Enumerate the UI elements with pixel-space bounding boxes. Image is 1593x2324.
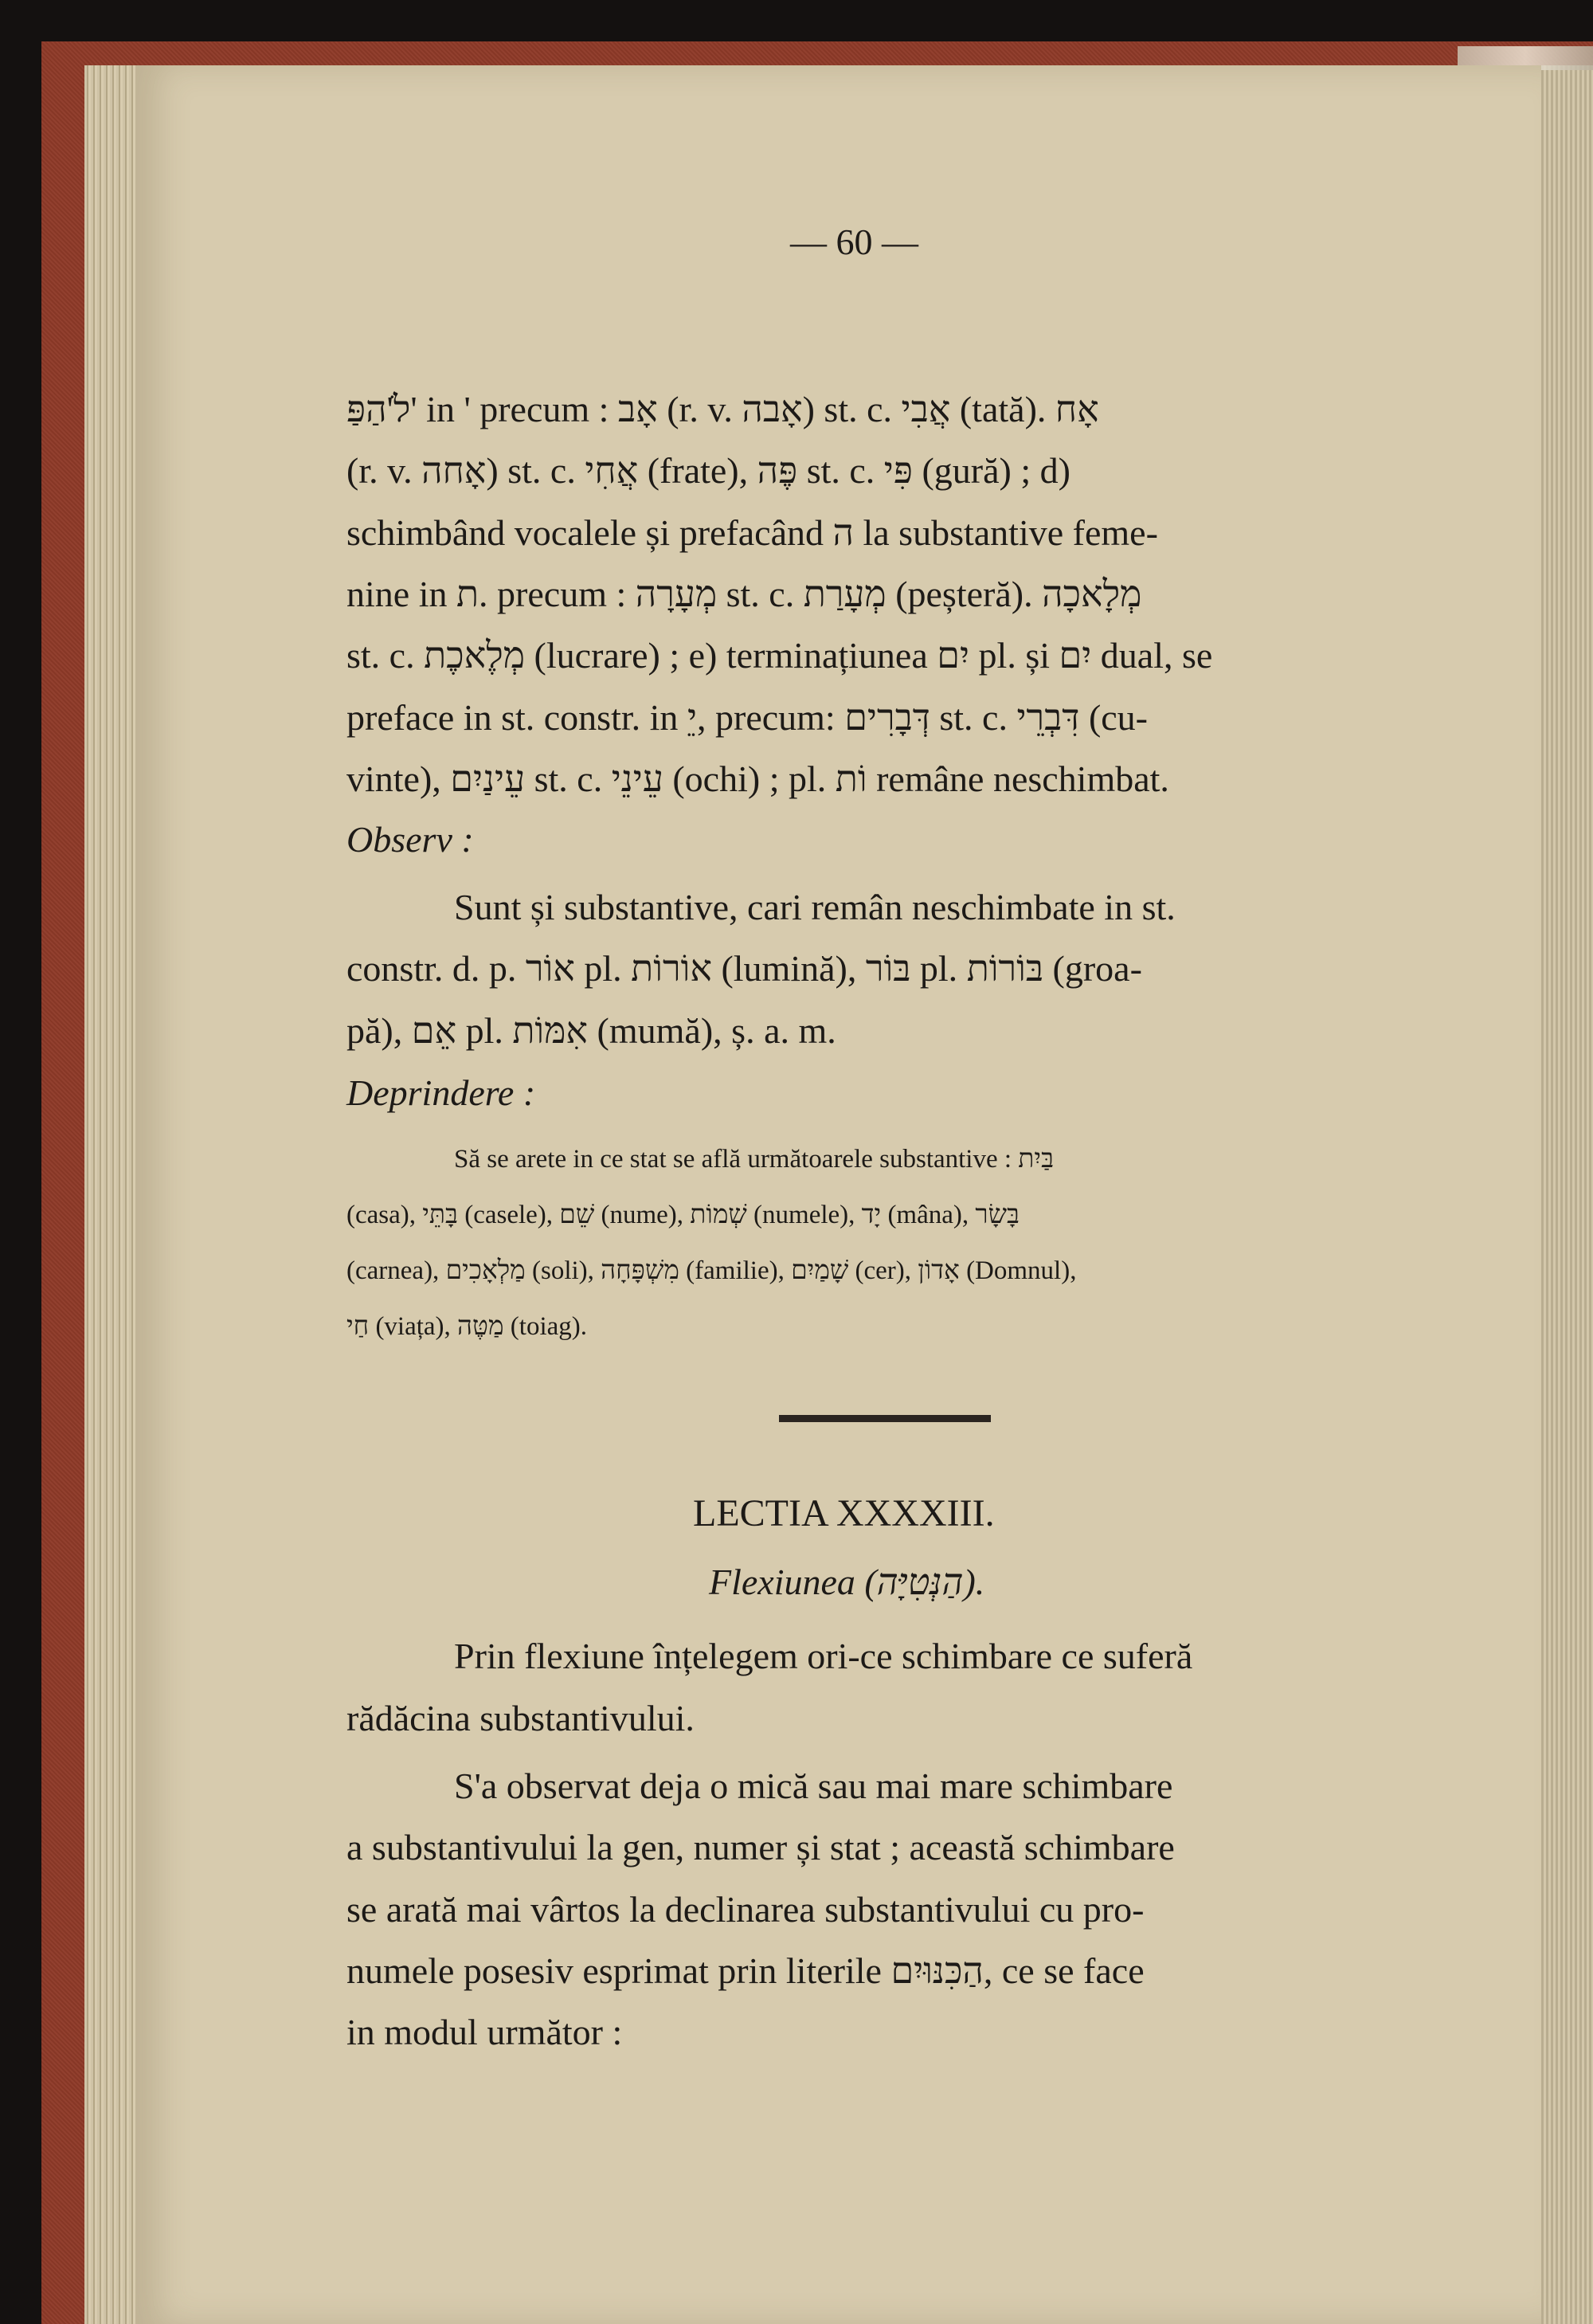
- text-line-4: nine in ת. precum : מְעָרָה st. c. מְעָרַת (peșteră). מְלָאכָה: [346, 574, 1142, 614]
- page-number: — 60 —: [790, 221, 918, 262]
- observ-heading: Observ :: [346, 819, 474, 860]
- paragraph-1-line-1: Prin flexiune înțelegem ori-ce schimbare ce suferă: [454, 1636, 1193, 1676]
- paragraph-2-line-1: S'a observat deja o mică sau mai mare schimbare: [454, 1766, 1173, 1806]
- paragraph-1-line-2: rădăcina substantivului.: [346, 1698, 695, 1738]
- page-stack-right: [1541, 65, 1593, 2324]
- deprindere-heading: Deprindere :: [346, 1072, 536, 1113]
- text-line-10: constr. d. p. אוֹר pl. אוֹרוֹת (lumină), בּוֹר pl. בּוֹרוֹת (groa-: [346, 948, 1142, 989]
- exercise-line-4: חַי (viața), מַטֶּה (toiag).: [346, 1312, 587, 1341]
- text-line-6: preface in st. constr. in יֵ, precum: דְּבָרִים st. c. דִּבְרֵי (cu-: [346, 697, 1148, 738]
- text-line-1: לֹ'הַפַּ' in ' precum : אָב (r. v. אָבה) st. c. אֲבִי (tată). אָח: [346, 389, 1099, 429]
- text-line-5: st. c. מְלֶאכֶת (lucrare) ; e) terminațiunea יִם pl. și יִם dual, se: [346, 635, 1213, 676]
- text-line-2: (r. v. אָחה) st. c. אֲחִי (frate), פֶּה st. c. פִּי (gură) ; d): [346, 450, 1070, 491]
- text-line-9: Sunt și substantive, cari remân neschimbate in st.: [454, 887, 1176, 927]
- paragraph-2-line-5: in modul următor :: [346, 2012, 623, 2052]
- paragraph-2-line-4: numele posesiv esprimat prin literile הַכִּנּוּיִם, ce se face: [346, 1950, 1145, 1991]
- text-line-7: vinte), עֵינַיִם st. c. עֵינֵי (ochi) ; pl. וֹת remâne neschimbat.: [346, 758, 1169, 799]
- exercise-line-1: Să se arete in ce stat se află următoarele substantive : בַּיִת: [454, 1145, 1054, 1174]
- lesson-subtitle: Flexiunea (הַנְּטִיָּה).: [709, 1562, 985, 1602]
- text-line-11: pă), אֵם pl. אִמּוֹת (mumă), ș. a. m.: [346, 1010, 836, 1051]
- text-line-3: schimbând vocalele și prefacând ה la substantive feme-: [346, 512, 1158, 553]
- paragraph-2-line-3: se arată mai vârtos la declinarea substantivului cu pro-: [346, 1889, 1145, 1930]
- paragraph-2-line-2: a substantivului la gen, numer și stat ; această schimbare: [346, 1827, 1175, 1867]
- lesson-title: LECTIA XXXXIII.: [693, 1492, 995, 1534]
- book-page: [135, 65, 1541, 2324]
- exercise-line-3: (carnea), מַלְאָכִים (soli), מִשְׁפָּחָה (familie), שָׁמַיִם (cer), אָדוֹן (Domnul),: [346, 1256, 1077, 1285]
- exercise-line-2: (casa), בָּתֵּי (casele), שֵׁם (nume), שְׁמוֹת (numele), יָד (mâna), בָּשָׂר: [346, 1201, 1020, 1229]
- section-divider: [779, 1415, 991, 1422]
